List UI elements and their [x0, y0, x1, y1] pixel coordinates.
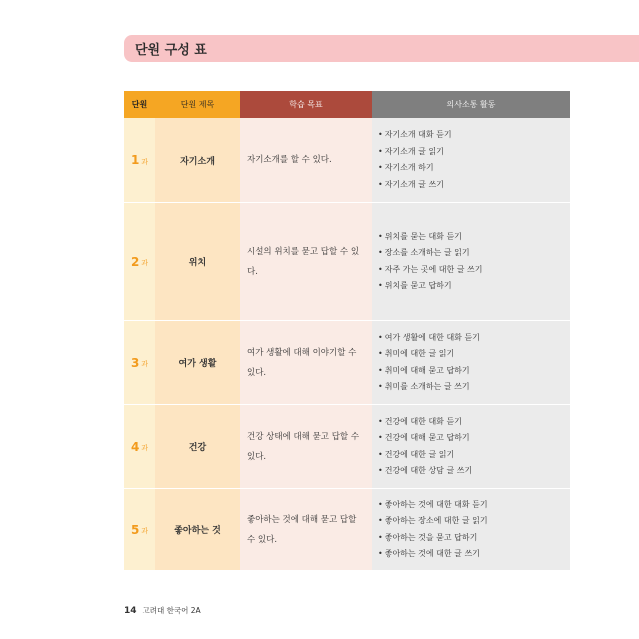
- activity-item: [378, 497, 488, 514]
- lesson-suffix: 과: [141, 360, 149, 368]
- section-title-bar: [124, 35, 639, 62]
- bullet-icon: •: [378, 281, 383, 290]
- activity-item: [378, 463, 472, 480]
- activity-text: 건강에 대해 묻고 답하기: [384, 433, 470, 442]
- activity-item: [378, 229, 482, 246]
- activity-text: 좋아하는 것에 대한 대화 듣기: [384, 499, 488, 509]
- activity-text: 자기소개 글 읽기: [384, 146, 444, 156]
- unit-title: 여가 생활: [155, 321, 240, 405]
- bullet-icon: •: [378, 231, 383, 241]
- activity-text: 좋아하는 것에 대한 글 쓰기: [384, 549, 480, 558]
- activity-text: 여가 생활에 대한 대화 듣기: [384, 332, 480, 342]
- bullet-icon: •: [378, 264, 383, 274]
- unit-title: 위치: [155, 203, 240, 321]
- bullet-icon: •: [378, 549, 383, 558]
- unit-number: 3: [130, 355, 140, 370]
- activity-item: [378, 278, 482, 295]
- unit-number-cell: [124, 405, 155, 489]
- bullet-icon: •: [378, 179, 383, 189]
- activity-item: [378, 379, 480, 396]
- bullet-icon: •: [378, 516, 383, 525]
- activity-item: [378, 363, 480, 380]
- activity-list: [378, 330, 480, 396]
- activity-item: [378, 330, 480, 347]
- lesson-suffix: 과: [141, 259, 149, 267]
- activity-text: 위치를 묻고 답하기: [384, 281, 452, 290]
- unit-title: 좋아하는 것: [155, 489, 240, 571]
- learning-goal: 좋아하는 것에 대해 묻고 답할 수 있다.: [240, 489, 372, 571]
- activity-text: 자기소개 하기: [384, 163, 434, 172]
- learning-goal: 자기소개를 할 수 있다.: [240, 118, 372, 203]
- learning-goal: 여가 생활에 대해 이야기할 수 있다.: [240, 321, 372, 405]
- unit-number: 4: [130, 439, 140, 454]
- activity-item: [378, 160, 452, 177]
- learning-goal: 건강 상태에 대해 묻고 답할 수 있다.: [240, 405, 372, 489]
- bullet-icon: •: [378, 163, 383, 172]
- activity-text: 좋아하는 것을 묻고 답하기: [384, 532, 478, 542]
- bullet-icon: •: [378, 449, 383, 459]
- activity-text: 건강에 대한 글 읽기: [384, 449, 455, 459]
- bullet-icon: •: [378, 130, 383, 139]
- activity-text: 자주 가는 곳에 대한 글 쓰기: [384, 264, 483, 274]
- activity-list: [378, 229, 482, 295]
- activity-text: 취미에 대해 묻고 답하기: [384, 365, 470, 375]
- header-unit: 단원: [124, 91, 155, 118]
- activity-item: [378, 430, 472, 447]
- activity-item: [378, 513, 488, 530]
- unit-title: 건강: [155, 405, 240, 489]
- activity-text: 취미에 대한 글 읽기: [384, 349, 455, 358]
- activities-cell: [372, 405, 570, 489]
- page-footer: [124, 605, 201, 616]
- activity-text: 자기소개 글 쓰기: [384, 179, 444, 189]
- activity-list: [378, 497, 488, 563]
- page-number: 14: [124, 605, 137, 616]
- activity-text: 장소를 소개하는 글 읽기: [384, 248, 470, 257]
- unit-number-cell: [124, 118, 155, 203]
- book-title: 고려대 한국어 2A: [142, 606, 201, 615]
- activity-item: [378, 177, 452, 194]
- unit-number-cell: [124, 321, 155, 405]
- unit-number-cell: [124, 489, 155, 571]
- bullet-icon: •: [378, 466, 383, 475]
- section-title: 단원 구성 표: [135, 43, 207, 58]
- unit-number-cell: [124, 203, 155, 321]
- bullet-icon: •: [378, 365, 383, 375]
- bullet-icon: •: [378, 433, 383, 442]
- activity-list: [378, 414, 472, 480]
- activity-item: [378, 530, 488, 547]
- activity-text: 건강에 대한 대화 듣기: [384, 416, 462, 426]
- unit-number: 1: [130, 153, 140, 167]
- activity-item: [378, 346, 480, 363]
- activity-item: [378, 144, 452, 161]
- bullet-icon: •: [378, 248, 383, 257]
- activity-item: [378, 414, 472, 431]
- activity-list: [378, 127, 452, 193]
- lesson-suffix: 과: [141, 527, 149, 535]
- bullet-icon: •: [378, 416, 383, 426]
- activities-cell: [372, 321, 570, 405]
- bullet-icon: •: [378, 499, 383, 509]
- activity-text: 좋아하는 장소에 대한 글 읽기: [384, 516, 488, 525]
- lesson-suffix: 과: [141, 157, 149, 166]
- activity-item: [378, 262, 482, 279]
- activities-cell: [372, 118, 570, 203]
- header-communication-activities: 의사소통 활동: [372, 91, 570, 118]
- activity-item: [378, 127, 452, 144]
- unit-title: 자기소개: [155, 118, 240, 203]
- header-unit-title: 단원 제목: [155, 91, 240, 118]
- bullet-icon: •: [378, 332, 383, 342]
- activity-text: 취미를 소개하는 글 쓰기: [384, 382, 470, 391]
- activity-text: 위치를 묻는 대화 듣기: [384, 231, 462, 241]
- activity-item: [378, 447, 472, 464]
- header-learning-goal: 학습 목표: [240, 91, 372, 118]
- lesson-suffix: 과: [141, 444, 149, 452]
- activities-cell: [372, 203, 570, 321]
- activities-cell: [372, 489, 570, 571]
- unit-structure-table: [124, 91, 570, 571]
- activity-item: [378, 546, 488, 563]
- bullet-icon: •: [378, 532, 383, 542]
- unit-number: 5: [130, 522, 140, 537]
- bullet-icon: •: [378, 146, 383, 156]
- activity-text: 건강에 대한 상담 글 쓰기: [384, 466, 473, 475]
- bullet-icon: •: [378, 349, 383, 358]
- unit-number: 2: [130, 254, 140, 269]
- activity-text: 자기소개 대화 듣기: [384, 130, 452, 139]
- learning-goal: 시설의 위치를 묻고 답할 수 있다.: [240, 203, 372, 321]
- bullet-icon: •: [378, 382, 383, 391]
- activity-item: [378, 245, 482, 262]
